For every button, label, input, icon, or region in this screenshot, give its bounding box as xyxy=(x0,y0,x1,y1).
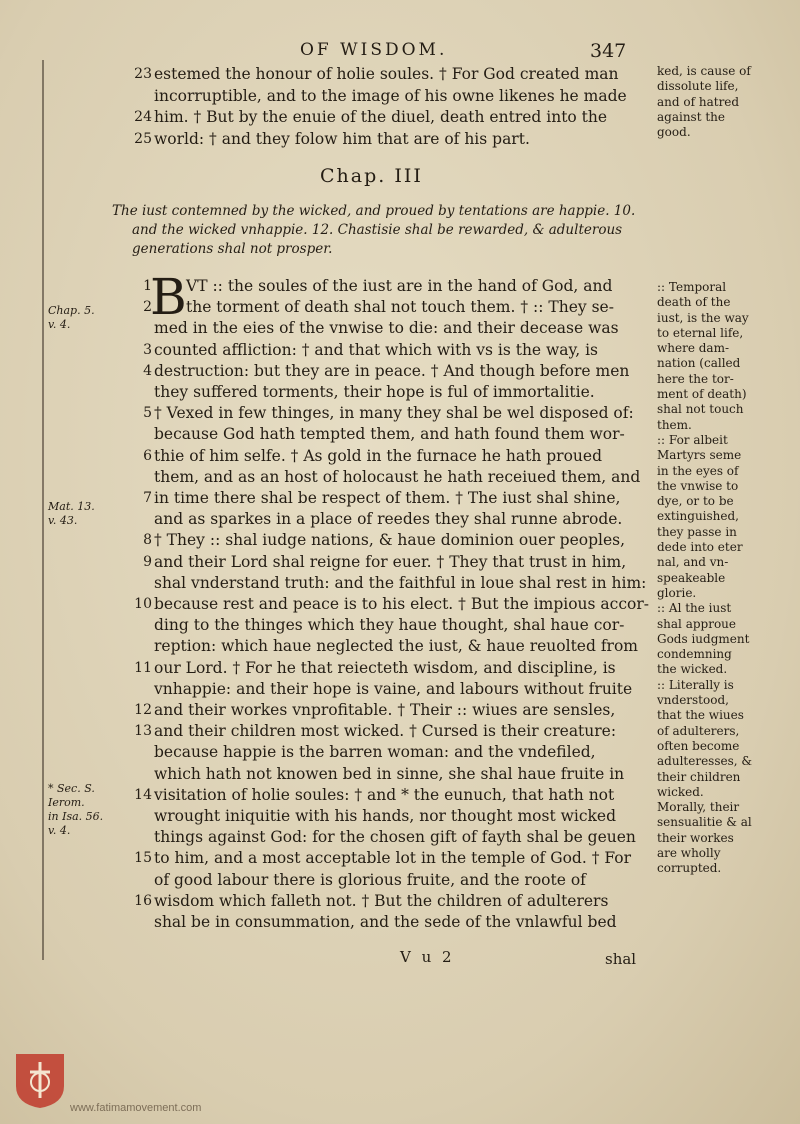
margin-note-line: in Isa. 56. xyxy=(48,810,104,823)
margin-note-line: them. xyxy=(657,417,692,432)
verse-text: and their Lord shal reigne for euer. † They that trust in him, xyxy=(154,552,627,571)
margin-note-line: dissolute life, xyxy=(657,79,739,94)
verse-text: destruction: but they are in peace. † And though before men xyxy=(154,361,630,380)
margin-note-line: where dam- xyxy=(657,341,730,356)
margin-note-line: their children xyxy=(657,769,741,784)
verse-number: 8 xyxy=(143,532,152,549)
margin-note-line: nation (called xyxy=(657,356,741,371)
left-margin-note xyxy=(48,304,118,332)
verse-text: wrought iniquitie with his hands, nor thought most wicked xyxy=(154,807,616,825)
left-margin-note xyxy=(48,500,118,528)
margin-note-line: the vnwise to xyxy=(657,478,739,493)
margin-note-line: speakeable xyxy=(657,570,726,585)
margin-note-line: against the xyxy=(657,109,726,124)
verse-number: 2 xyxy=(143,299,152,316)
margin-note-line: Mat. 13. xyxy=(48,500,95,513)
verse-number: 1 xyxy=(143,278,152,294)
verse-number: 14 xyxy=(134,786,152,803)
verse-number: 6 xyxy=(143,447,152,464)
margin-note-line: :: For albeit xyxy=(657,432,728,447)
verse-number: 4 xyxy=(143,362,152,379)
margin-note-line: ment of death) xyxy=(657,387,747,402)
verse-text: the torment of death shal not touch them. † :: They se- xyxy=(186,298,614,317)
verse-text: and their children most wicked. † Cursed is their creature: xyxy=(154,722,617,741)
margin-note-line: nal, and vn- xyxy=(657,555,729,570)
margin-note-line: they passe in xyxy=(657,524,737,539)
margin-note-line: glorie. xyxy=(657,585,697,600)
verse-number: 3 xyxy=(143,341,152,358)
verse-text: them, and as an host of holocaust he hath receiued them, and xyxy=(154,467,641,486)
verse-number: 13 xyxy=(134,723,152,740)
margin-note-line: dye, or to be xyxy=(657,494,734,509)
verse-number: 5 xyxy=(143,405,152,422)
margin-note-line: are wholly xyxy=(657,845,721,860)
margin-note-line: * Sec. S. xyxy=(48,782,95,795)
margin-note-line: Chap. 5. xyxy=(48,304,95,317)
verse-text: which hath not knowen bed in sinne, she shal haue fruite in xyxy=(154,764,625,783)
margin-note-line: Gods iudgment xyxy=(657,631,750,646)
margin-note-line: v. 4. xyxy=(48,824,71,837)
margin-note-line: ked, is cause of xyxy=(657,64,751,78)
verse-text: because happie is the barren woman: and the vndefiled, xyxy=(154,743,596,762)
margin-note-line: condemning xyxy=(657,647,732,662)
verse-text: and their workes vnprofitable. † Their :: wiues are sensles, xyxy=(154,701,616,719)
verse-number: 16 xyxy=(134,892,152,909)
chapter-title: Chap. III xyxy=(320,165,423,187)
verse-number: 15 xyxy=(134,850,152,867)
verse-text: † They :: shal iudge nations, & haue dominion ouer peoples, xyxy=(154,531,626,550)
signature-mark: V u 2 xyxy=(400,948,455,966)
verse-number: 7 xyxy=(143,490,152,506)
margin-note-line: extinguished, xyxy=(657,509,739,524)
verse-text: of good labour there is glorious fruite, and the roote of xyxy=(154,870,586,889)
verse-text: med in the eies of the vnwise to die: and their decease was xyxy=(154,319,619,338)
margin-note-line: Ierom. xyxy=(48,796,85,809)
verse-text: wisdom which falleth not. † But the children of adulterers xyxy=(154,891,609,910)
margin-note-line: v. 4. xyxy=(48,318,71,331)
verse-text: because rest and peace is to his elect. † But the impious accor- xyxy=(154,595,649,613)
margin-note-line: death of the xyxy=(657,295,731,310)
verse-text: they suffered torments, their hope is ful of immortalitie. xyxy=(154,383,595,401)
verse-text: in time there shal be respect of them. † The iust shal shine, xyxy=(154,489,621,507)
verse-text: him. † But by the enuie of the diuel, death entred into the xyxy=(154,108,608,126)
catchword: shal xyxy=(605,950,637,968)
verse-text: world: † and they folow him that are of his part. xyxy=(154,129,530,148)
verse-text: shal be in consummation, and the sede of the vnlawful bed xyxy=(154,913,617,931)
verse-number: 10 xyxy=(134,596,152,612)
margin-note-line: iust, is the way xyxy=(657,310,749,325)
margin-note-line: sensualitie & al xyxy=(657,815,752,830)
margin-note-line: corrupted. xyxy=(657,861,722,876)
verse-text: VT :: the soules of the iust are in the hand of God, and xyxy=(186,277,613,295)
margin-note-line: :: Literally is xyxy=(657,677,734,692)
summary-line: The iust contemned by the wicked, and proued by tentations are happie. 10. xyxy=(112,203,636,219)
verse-text: vnhappie: and their hope is vaine, and labours without fruite xyxy=(154,679,633,698)
verse-text: † Vexed in few thinges, in many they shal be wel disposed of: xyxy=(154,404,634,423)
margin-note-line: Morally, their xyxy=(657,800,740,815)
margin-note-line: and of hatred xyxy=(657,94,740,109)
margin-note-line: adulteresses, & xyxy=(657,754,753,769)
margin-note-line: shal approue xyxy=(657,616,737,631)
margin-note-line: good. xyxy=(657,125,691,140)
verse-text: estemed the honour of holie soules. † For God created man xyxy=(154,65,619,83)
fatima-seal-icon xyxy=(14,1052,66,1110)
margin-note-line: vnderstood, xyxy=(657,693,729,708)
summary-line: and the wicked vnhappie. 12. Chastisie shal be rewarded, & adulterous xyxy=(132,222,623,238)
margin-note-line: their workes xyxy=(657,830,734,845)
margin-note-line: that the wiues xyxy=(657,708,744,723)
verse-text: things against God: for the chosen gift of fayth shal be geuen xyxy=(154,828,636,847)
verse-number: 9 xyxy=(143,553,152,570)
margin-note-line: :: Temporal xyxy=(657,280,727,294)
left-margin-note xyxy=(48,782,118,838)
margin-note-line: of adulterers, xyxy=(657,723,740,738)
page-number: 347 xyxy=(590,40,627,62)
summary-line: generations shal not prosper. xyxy=(132,241,333,257)
watermark-url: www.fatimamovement.com xyxy=(70,1102,202,1114)
verse-number: 24 xyxy=(134,109,152,125)
running-title: OF WISDOM. xyxy=(300,40,448,60)
verse-number: 11 xyxy=(134,659,152,676)
margin-note-line: to eternal life, xyxy=(657,325,744,340)
verse-text: and as sparkes in a place of reedes they shal runne abrode. xyxy=(154,510,623,529)
verse-text: thie of him selfe. † As gold in the furnace he hath proued xyxy=(154,446,602,465)
verse-text: to him, and a most acceptable lot in the temple of God. † For xyxy=(154,849,632,868)
top-margin-note xyxy=(657,64,797,140)
verse-text: incorruptible, and to the image of his owne likenes he made xyxy=(154,86,627,105)
margin-rule xyxy=(42,60,44,960)
verse-text: counted affliction: † and that which with vs is the way, is xyxy=(154,340,599,359)
margin-note-line: often become xyxy=(657,738,740,753)
margin-note-line: the wicked. xyxy=(657,662,728,677)
margin-note-line: shal not touch xyxy=(657,402,744,417)
margin-note-line: here the tor- xyxy=(657,371,734,386)
margin-note-line: Martyrs seme xyxy=(657,448,742,463)
margin-note-line: v. 43. xyxy=(48,514,78,527)
verse-number: 12 xyxy=(134,702,152,718)
right-margin-notes xyxy=(657,280,797,877)
verse-number: 23 xyxy=(134,66,152,82)
verse-text: our Lord. † For he that reiecteth wisdom, and discipline, is xyxy=(154,658,616,677)
verse-text: ding to the thinges which they haue thought, shal haue cor- xyxy=(154,616,625,635)
verse-text: because God hath tempted them, and hath found them wor- xyxy=(154,425,625,444)
verse-text: shal vnderstand truth: and the faithful in loue shal rest in him: xyxy=(154,573,647,592)
drop-cap: B xyxy=(150,268,187,326)
verse-number: 25 xyxy=(134,130,152,147)
margin-note-line: wicked. xyxy=(657,784,704,799)
margin-note-line: dede into eter xyxy=(657,540,743,555)
margin-note-line: in the eyes of xyxy=(657,463,739,478)
verse-text: visitation of holie soules: † and * the eunuch, that hath not xyxy=(154,785,615,804)
verse-text: reption: which haue neglected the iust, & haue reuolted from xyxy=(154,637,638,656)
margin-note-line: :: Al the iust xyxy=(657,601,732,616)
